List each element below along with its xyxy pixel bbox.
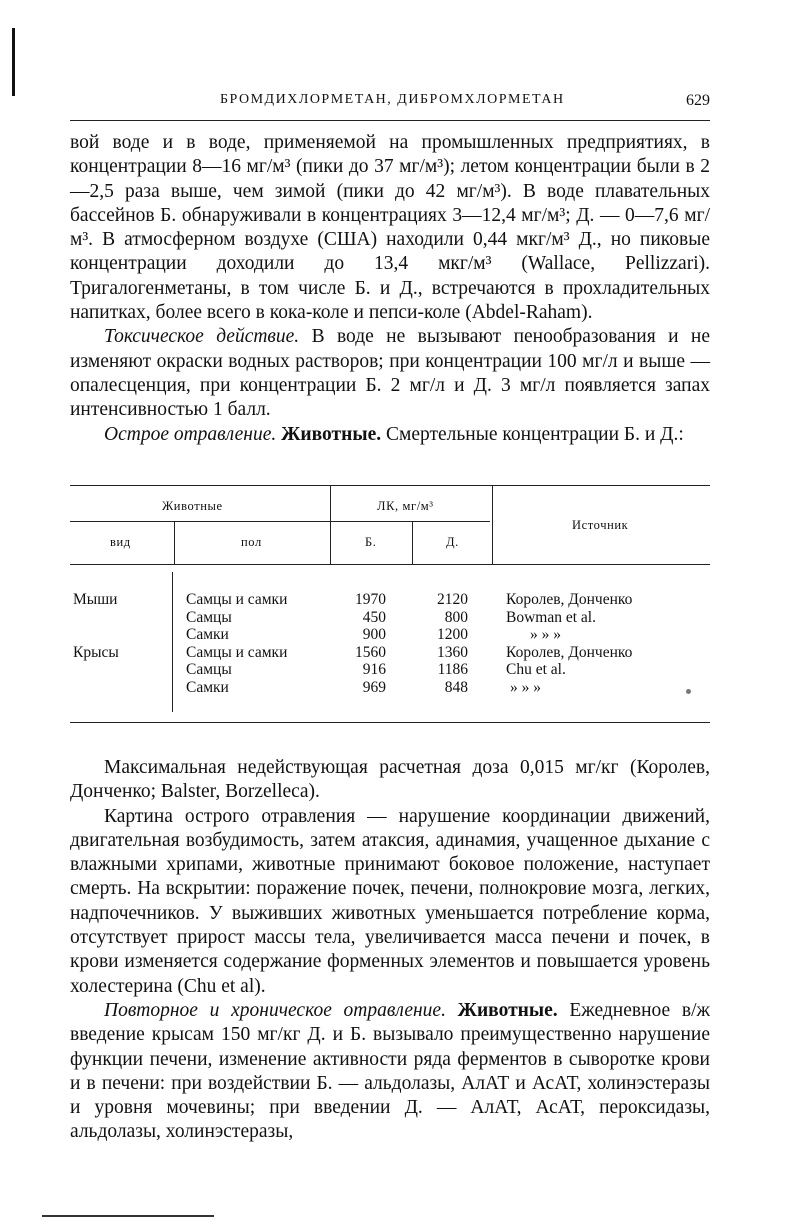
acute-poisoning-text: Смертельные концентрации Б. и Д.: [381, 423, 684, 445]
print-speck [686, 689, 691, 694]
header-rule [70, 120, 710, 121]
table-cell-d: 848 [444, 679, 468, 696]
table-cell-sex: Самцы и самки [186, 644, 288, 661]
table-cell-source: » » » [510, 679, 541, 696]
table-cell-sex: Самцы [186, 609, 232, 626]
paragraph-acute-picture: Картина острого отравления — нарушение координации движений, двигательная возбудимость, затем атаксия, адинамия, учащенное дыхание с влажными хрипами, животные принимают боковое положение, наступает смерть. На вскрытии: поражение почек, печени, полнокровие мозга, легких, надпочечников. У выживших животных уменьшается потребление корма, отсутствует прирост массы тела, увеличивается масса печени и почек, в крови изменяется содержание форменных элементов и повышается уровень холестерина (Chu et al). [70, 805, 710, 997]
header-b: Б. [365, 535, 377, 549]
table-cell-b: 916 [362, 661, 386, 678]
paragraph-max-dose: Максимальная недействующая расчетная доза 0,015 мг/кг (Королев, Донченко; Balster, Borzelleca). [70, 757, 710, 803]
animals-subheading: Животные. [445, 999, 558, 1021]
table-cell-source: » » » [530, 626, 561, 643]
table-cell-b: 1970 [355, 591, 386, 608]
header-animals: Животные [162, 499, 223, 513]
table-cell-b: 969 [362, 679, 386, 696]
table-cell-sex: Самцы и самки [186, 591, 288, 608]
chronic-poisoning-heading: Повторное и хроническое отравление. [104, 999, 446, 1021]
acute-poisoning-heading: Острое отравление. [104, 423, 277, 445]
table-cell-d: 2120 [437, 591, 468, 608]
header-sex: пол [241, 535, 262, 549]
table-cell-b: 1560 [355, 644, 386, 661]
table-divider-lk [330, 485, 331, 564]
header-d: Д. [446, 535, 459, 549]
toxic-action-heading: Токсическое действие. [104, 326, 300, 348]
table-subheader-rule [70, 521, 490, 522]
table-cell-source: Королев, Донченко [506, 591, 633, 608]
table-cell-d: 1360 [437, 644, 468, 661]
animals-subheading: Животные. [276, 423, 382, 445]
table-divider-source [492, 485, 493, 564]
table-cell-d: 800 [444, 609, 468, 626]
header-species: вид [110, 535, 131, 549]
table-bottom-rule [70, 722, 710, 723]
header-lk: ЛК, мг/м³ [377, 499, 434, 513]
table-cell-d: 1200 [437, 626, 468, 643]
table-cell-species: Мыши [73, 591, 118, 608]
table-cell-b: 450 [362, 609, 386, 626]
text-upper [70, 131, 710, 447]
table-cell-source: Bowman et al. [506, 609, 596, 626]
table-cell-b: 900 [362, 626, 386, 643]
paragraph-acute-poisoning [70, 423, 710, 447]
table-cell-sex: Самки [186, 626, 229, 643]
table-cell-d: 1186 [437, 661, 468, 678]
bottom-edge-rule [42, 1215, 214, 1217]
table-header-bottom-rule [70, 564, 710, 565]
table-top-rule [70, 485, 710, 486]
running-title: БРОМДИХЛОРМЕТАН, ДИБРОМХЛОРМЕТАН [220, 92, 565, 107]
scan-margin-bar [12, 28, 15, 96]
paragraph-intro: вой воде и в воде, применяемой на промышленных предприятиях, в концентрации 8—16 мг/м³ (пики до 37 мг/м³); летом концентрации были в 2—2,5 раза выше, чем зимой (пики до 42 мг/м³). В воде плавательных бассейнов Б. обнаруживали в концентрациях 3—12,4 мг/м³; Д. — 0—7,6 мг/м³. В атмосферном воздухе (США) находили 0,44 мкг/м³ Д., но пиковые концентрации доходили до 13,4 мкг/м³ (Wallace, Pellizzari). Тригалогенметаны, в том числе Б. и Д., встречаются в прохладительных напитках, более всего в кока-коле и пепси-коле (Abdel-Raham). [70, 132, 710, 324]
table-divider-bd-header [412, 521, 413, 564]
chronic-poisoning-text: Ежедневное в/ж введение крысам 150 мг/кг Д. и Б. вызывало преимущественно нарушение функции печени, изменение активности ряда ферментов в сыворотке крови и в печени: при воздействии Б. — альдолазы, АлАТ и АсАТ, холинэстеразы и уровня мочевины; при введении Д. — АлАТ, АсАТ, пероксидазы, альдолазы, холинэстеразы, [70, 999, 710, 1143]
table-divider-sex-header [174, 521, 175, 564]
header-source: Источник [572, 518, 629, 532]
page-header [70, 92, 710, 112]
paragraph-chronic-poisoning [70, 999, 710, 1145]
table-cell-source: Chu et al. [506, 661, 566, 678]
table-cell-source: Королев, Донченко [506, 644, 633, 661]
table-body-divider [172, 572, 173, 712]
paragraph-toxic-action [70, 325, 710, 422]
text-lower [70, 756, 710, 1145]
table-cell-sex: Самцы [186, 661, 232, 678]
table-cell-species: Крысы [73, 644, 119, 661]
page-number: 629 [686, 92, 710, 109]
table-cell-sex: Самки [186, 679, 229, 696]
toxic-action-text: В воде не вызывают пенообразования и не изменяют окраски водных растворов; при концентрации 100 мг/л и выше — опалесценция, при концентрации Б. 2 мг/л и Д. 3 мг/л появляется запах интенсивностью 1 балл. [70, 326, 710, 421]
